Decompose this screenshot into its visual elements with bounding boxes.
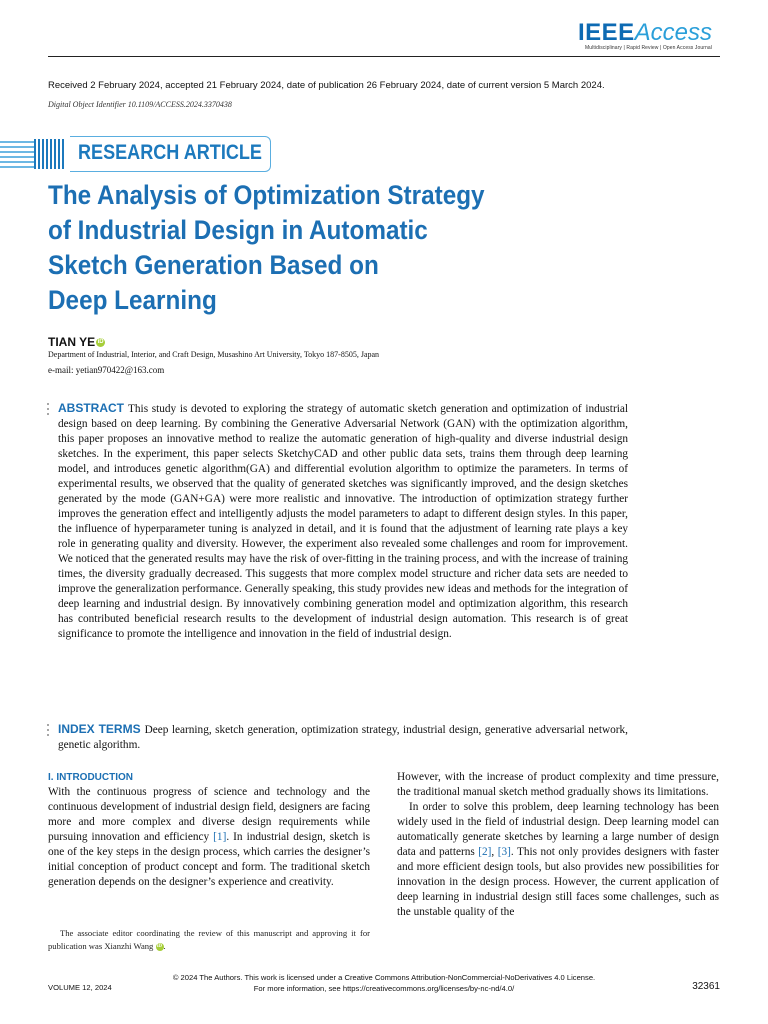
research-article-banner [0,136,272,172]
title-line: The Analysis of Optimization Strategy [48,180,485,210]
footnote-end: . [163,941,166,951]
index-terms-text: Deep learning, sketch generation, optimization strategy, industrial design, generative adversarial network, genetic algorithm. [58,724,628,751]
author [48,335,105,349]
author-email: e-mail: yetian970422@163.com [48,365,165,375]
index-terms-heading: INDEX TERMS [58,722,141,736]
paragraph: However, with the increase of product complexity and time pressure, the traditional manual sketch method gradually shows its limitations. [397,771,719,798]
section-heading-introduction: I. INTRODUCTION [48,772,133,783]
abstract [58,401,628,642]
author-affiliation: Department of Industrial, Interior, and Craft Design, Musashino Art University, Tokyo 187-8505, Japan [48,350,380,359]
title-line: of Industrial Design in Automatic [48,215,428,245]
citation-link[interactable]: [1] [213,831,227,843]
page-number: 32361 [692,981,720,992]
logo-ieee: IEEE [577,19,635,46]
paragraph [48,785,370,890]
abstract-dots-icon [47,403,51,418]
footer-license [0,972,768,994]
logo-access: Access [634,19,712,46]
journal-logo [578,19,712,51]
header-rule [48,56,720,57]
citation-separator: , [491,846,498,858]
title-line: Sketch Generation Based on [48,250,379,280]
paragraph-text: With the continuous progress of science and technology and the continuous development of industrial design field, designers are facing more and more complex and diverse design requirements while pursuing innovation and efficiency [48,786,370,843]
body-column-right [397,770,719,920]
citation-link[interactable]: [2] [478,846,492,858]
paragraph-text: . In industrial design, sketch is one of the key steps in the design process, which carries the designer’s initial conception of product concept and form. The traditional sketch generation depends on the designer’s experience and creativity. [48,831,370,888]
paragraph-text: In order to solve this problem, deep learning technology has been widely used in the field of industrial design. Deep learning model can automatically generate sketches by learning a large number of design data and patterns [397,801,719,858]
doi: Digital Object Identifier 10.1109/ACCESS.2024.3370438 [48,100,232,109]
index-terms-dots-icon [47,724,51,739]
paper-title [48,178,516,318]
abstract-text: This study is devoted to exploring the strategy of automatic sketch generation and optimization of industrial design based on deep learning. By combining the Generative Adversarial Network (GAN) with the optimization algorithm, this paper proposes an innovative method to realize the automatic generation of high-quality and diverse industrial design sketches. In the experiment, this paper selects SketchyCAD and other public data sets, trains them through deep learning model, and introduces genetic algorithm(GA) and differential evolution algorithm to optimize the parameters. In terms of experimental results, we observed that the quality of generated sketches was significantly improved, and the design sketches generated by the mode (GAN+GA) were more realistic and innovative. The introduction of optimization strategy further improves the generation effect and intelligently adjusts the model parameters to adapt to different design styles. In this paper, the influence of hyperparameter tuning is analyzed in detail, and it is found that the adjustment of learning rate plays a key role in generating quality and diversity. However, the experiment also revealed some challenges and room for improvement. We noticed that the generated results may have the risk of over-fitting in the training process, and with the increase of training times, the diversity gradually decreased. This suggests that more complex model structure and richer data sets are needed to improve the generalization performance. Generally speaking, this study provides new ideas and methods for the integration of deep learning and industrial design. By innovatively combining generation model and optimization algorithm, this research has contributed beneficial research results to the development of industrial design automation. This research is of great significance to promote the intelligence and innovation in the field of industrial design. [58,403,628,640]
logo-tagline: Multidisciplinary | Rapid Review | Open Access Journal [585,45,712,51]
orcid-icon[interactable]: iD [97,339,104,345]
banner-label: RESEARCH ARTICLE [78,141,262,164]
body-column-left [48,770,370,890]
footnote [48,927,370,953]
license-link[interactable]: For more information, see https://creativecommons.org/licenses/by-nc-nd/4.0/ [253,984,515,993]
paragraph-text: . This not only provides designers with faster and more efficient design tools, but also provides new possibilities for innovation in the design process. However, the current application of deep learning in industrial design still faces some challenges, such as the unstable quality of the [397,846,719,918]
paragraph [397,800,719,920]
footnote-text: The associate editor coordinating the review of this manuscript and approving it for publication was Xianzhi Wang [48,928,370,951]
index-terms [58,722,628,753]
received-dates: Received 2 February 2024, accepted 21 February 2024, date of publication 26 February 2024, date of current version 5 March 2024. [48,80,605,91]
author-name: TIAN YE [48,335,96,349]
citation-link[interactable]: [3] [497,846,511,858]
banner-bars-icon [34,139,66,169]
license-text: © 2024 The Authors. This work is licensed under a Creative Commons Attribution-NonCommercial-NoDerivatives 4.0 License. [172,973,596,982]
footer-volume: VOLUME 12, 2024 [48,983,112,992]
title-line: Deep Learning [48,285,217,315]
orcid-icon[interactable]: iD [157,944,163,949]
abstract-heading: ABSTRACT [58,401,124,415]
